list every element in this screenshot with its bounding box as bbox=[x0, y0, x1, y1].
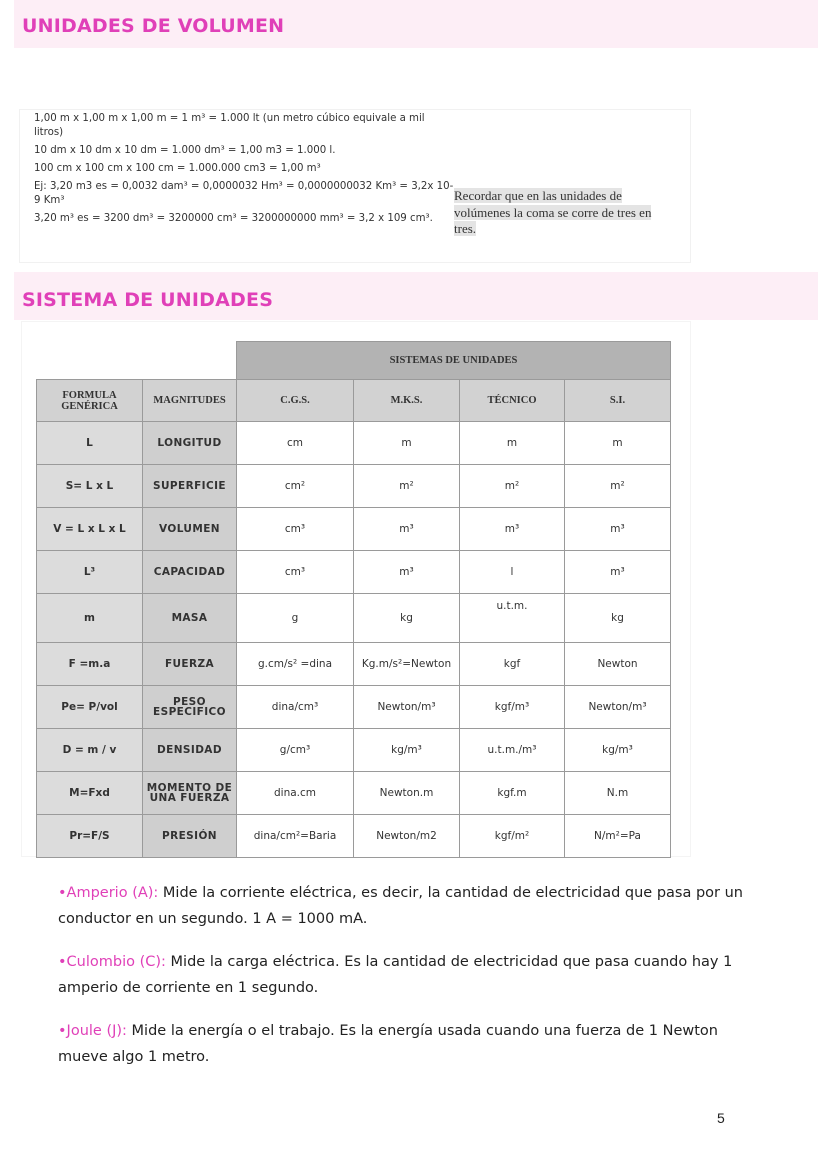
unit-cell: kgf.m bbox=[460, 772, 565, 815]
section-title: UNIDADES DE VOLUMEN bbox=[22, 15, 285, 37]
unit-cell: m² bbox=[565, 465, 671, 508]
unit-cell: N/m²=Pa bbox=[565, 815, 671, 858]
definition-term: •Culombio (C): bbox=[58, 954, 166, 970]
magnitude-cell: PRESIÓN bbox=[143, 815, 237, 858]
unit-cell: dina.cm bbox=[237, 772, 354, 815]
column-header: TÉCNICO bbox=[460, 380, 565, 422]
definition-text: Mide la carga eléctrica. Es la cantidad de electricidad que pasa cuando hay 1 amperio de corriente en 1 segundo. bbox=[58, 954, 733, 996]
units-table bbox=[36, 341, 671, 858]
units-table-container bbox=[22, 322, 690, 856]
column-header: MAGNITUDES bbox=[143, 380, 237, 422]
unit-cell: m³ bbox=[565, 508, 671, 551]
magnitude-cell: FUERZA bbox=[143, 643, 237, 686]
table-corner bbox=[37, 342, 237, 380]
unit-cell: Newton.m bbox=[354, 772, 460, 815]
unit-cell: m bbox=[460, 422, 565, 465]
section-header-volumen bbox=[14, 0, 818, 48]
formula-cell: S= L x L bbox=[37, 465, 143, 508]
unit-cell: kg/m³ bbox=[354, 729, 460, 772]
table-row bbox=[37, 465, 671, 508]
conversion-line: 10 dm x 10 dm x 10 dm = 1.000 dm³ = 1,00 m3 = 1.000 l. bbox=[34, 145, 336, 156]
unit-cell: kg bbox=[354, 594, 460, 643]
definitions-list bbox=[58, 880, 758, 1087]
magnitude-cell: MOMENTO DE UNA FUERZA bbox=[143, 772, 237, 815]
unit-cell: kgf/m² bbox=[460, 815, 565, 858]
column-header: C.G.S. bbox=[237, 380, 354, 422]
header-row bbox=[37, 380, 671, 422]
unit-cell: Newton bbox=[565, 643, 671, 686]
formula-cell: F =m.a bbox=[37, 643, 143, 686]
formula-cell: Pe= P/vol bbox=[37, 686, 143, 729]
formula-cell: V = L x L x L bbox=[37, 508, 143, 551]
column-header: FORMULA GENÉRICA bbox=[37, 380, 143, 422]
table-row bbox=[37, 686, 671, 729]
unit-cell: cm bbox=[237, 422, 354, 465]
magnitude-cell: LONGITUD bbox=[143, 422, 237, 465]
definition-term: •Joule (J): bbox=[58, 1023, 127, 1039]
unit-cell: kg/m³ bbox=[565, 729, 671, 772]
magnitude-cell: DENSIDAD bbox=[143, 729, 237, 772]
unit-cell: Kg.m/s²=Newton bbox=[354, 643, 460, 686]
formula-cell: M=Fxd bbox=[37, 772, 143, 815]
conversion-line: Ej: 3,20 m3 es = 0,0032 dam³ = 0,0000032 Hm³ = 0,0000000032 Km³ = 3,2x 10-9 Km³ bbox=[34, 181, 454, 206]
formula-cell: m bbox=[37, 594, 143, 643]
magnitude-cell: CAPACIDAD bbox=[143, 551, 237, 594]
unit-cell: kgf bbox=[460, 643, 565, 686]
unit-cell: m³ bbox=[354, 551, 460, 594]
unit-cell: cm³ bbox=[237, 551, 354, 594]
table-row bbox=[37, 815, 671, 858]
conversion-line: 3,20 m³ es = 3200 dm³ = 3200000 cm³ = 3200000000 mm³ = 3,2 x 109 cm³. bbox=[34, 213, 433, 224]
group-header: SISTEMAS DE UNIDADES bbox=[237, 342, 671, 380]
unit-cell: kg bbox=[565, 594, 671, 643]
formula-cell: D = m / v bbox=[37, 729, 143, 772]
unit-cell: Newton/m2 bbox=[354, 815, 460, 858]
unit-cell: m³ bbox=[354, 508, 460, 551]
conversion-lines bbox=[34, 112, 454, 230]
volume-conversions-box bbox=[20, 110, 690, 262]
unit-cell: g/cm³ bbox=[237, 729, 354, 772]
table-row bbox=[37, 594, 671, 643]
column-header: M.K.S. bbox=[354, 380, 460, 422]
unit-cell: Newton/m³ bbox=[354, 686, 460, 729]
unit-cell: u.t.m. bbox=[460, 594, 565, 643]
conversion-line: 100 cm x 100 cm x 100 cm = 1.000.000 cm3 = 1,00 m³ bbox=[34, 163, 321, 174]
note-box bbox=[454, 188, 669, 238]
table-row bbox=[37, 551, 671, 594]
definition-joule bbox=[58, 1018, 758, 1070]
page-number: 5 bbox=[717, 1110, 725, 1126]
unit-cell: g.cm/s² =dina bbox=[237, 643, 354, 686]
unit-cell: m² bbox=[354, 465, 460, 508]
table-row bbox=[37, 772, 671, 815]
section-header-sistema bbox=[14, 272, 818, 320]
unit-cell: m bbox=[354, 422, 460, 465]
unit-cell: cm² bbox=[237, 465, 354, 508]
definition-term: •Amperio (A): bbox=[58, 885, 159, 901]
conversion-line: 1,00 m x 1,00 m x 1,00 m = 1 m³ = 1.000 lt (un metro cúbico equivale a mil litros) bbox=[34, 113, 425, 138]
unit-cell: dina/cm²=Baria bbox=[237, 815, 354, 858]
unit-cell: dina/cm³ bbox=[237, 686, 354, 729]
unit-cell: Newton/m³ bbox=[565, 686, 671, 729]
unit-cell: m bbox=[565, 422, 671, 465]
formula-cell: L³ bbox=[37, 551, 143, 594]
unit-cell: m² bbox=[460, 465, 565, 508]
column-header: S.I. bbox=[565, 380, 671, 422]
note-text: Recordar que en las unidades de volúmenes la coma se corre de tres en tres. bbox=[454, 188, 652, 236]
table-row bbox=[37, 643, 671, 686]
unit-cell: l bbox=[460, 551, 565, 594]
definition-culombio bbox=[58, 949, 758, 1001]
unit-cell: m³ bbox=[460, 508, 565, 551]
unit-cell: m³ bbox=[565, 551, 671, 594]
unit-cell: kgf/m³ bbox=[460, 686, 565, 729]
unit-cell: cm³ bbox=[237, 508, 354, 551]
formula-cell: Pr=F/S bbox=[37, 815, 143, 858]
table-row bbox=[37, 729, 671, 772]
section-title: SISTEMA DE UNIDADES bbox=[22, 289, 274, 311]
unit-cell: g bbox=[237, 594, 354, 643]
unit-cell: N.m bbox=[565, 772, 671, 815]
definition-text: Mide la energía o el trabajo. Es la energía usada cuando una fuerza de 1 Newton mueve algo 1 metro. bbox=[58, 1023, 718, 1065]
definition-text: Mide la corriente eléctrica, es decir, la cantidad de electricidad que pasa por un conductor en un segundo. 1 A = 1000 mA. bbox=[58, 885, 743, 927]
definition-amperio bbox=[58, 880, 758, 932]
table-row bbox=[37, 422, 671, 465]
magnitude-cell: VOLUMEN bbox=[143, 508, 237, 551]
unit-cell: u.t.m./m³ bbox=[460, 729, 565, 772]
magnitude-cell: MASA bbox=[143, 594, 237, 643]
formula-cell: L bbox=[37, 422, 143, 465]
magnitude-cell: SUPERFICIE bbox=[143, 465, 237, 508]
magnitude-cell: PESO ESPECIFICO bbox=[143, 686, 237, 729]
table-row bbox=[37, 508, 671, 551]
